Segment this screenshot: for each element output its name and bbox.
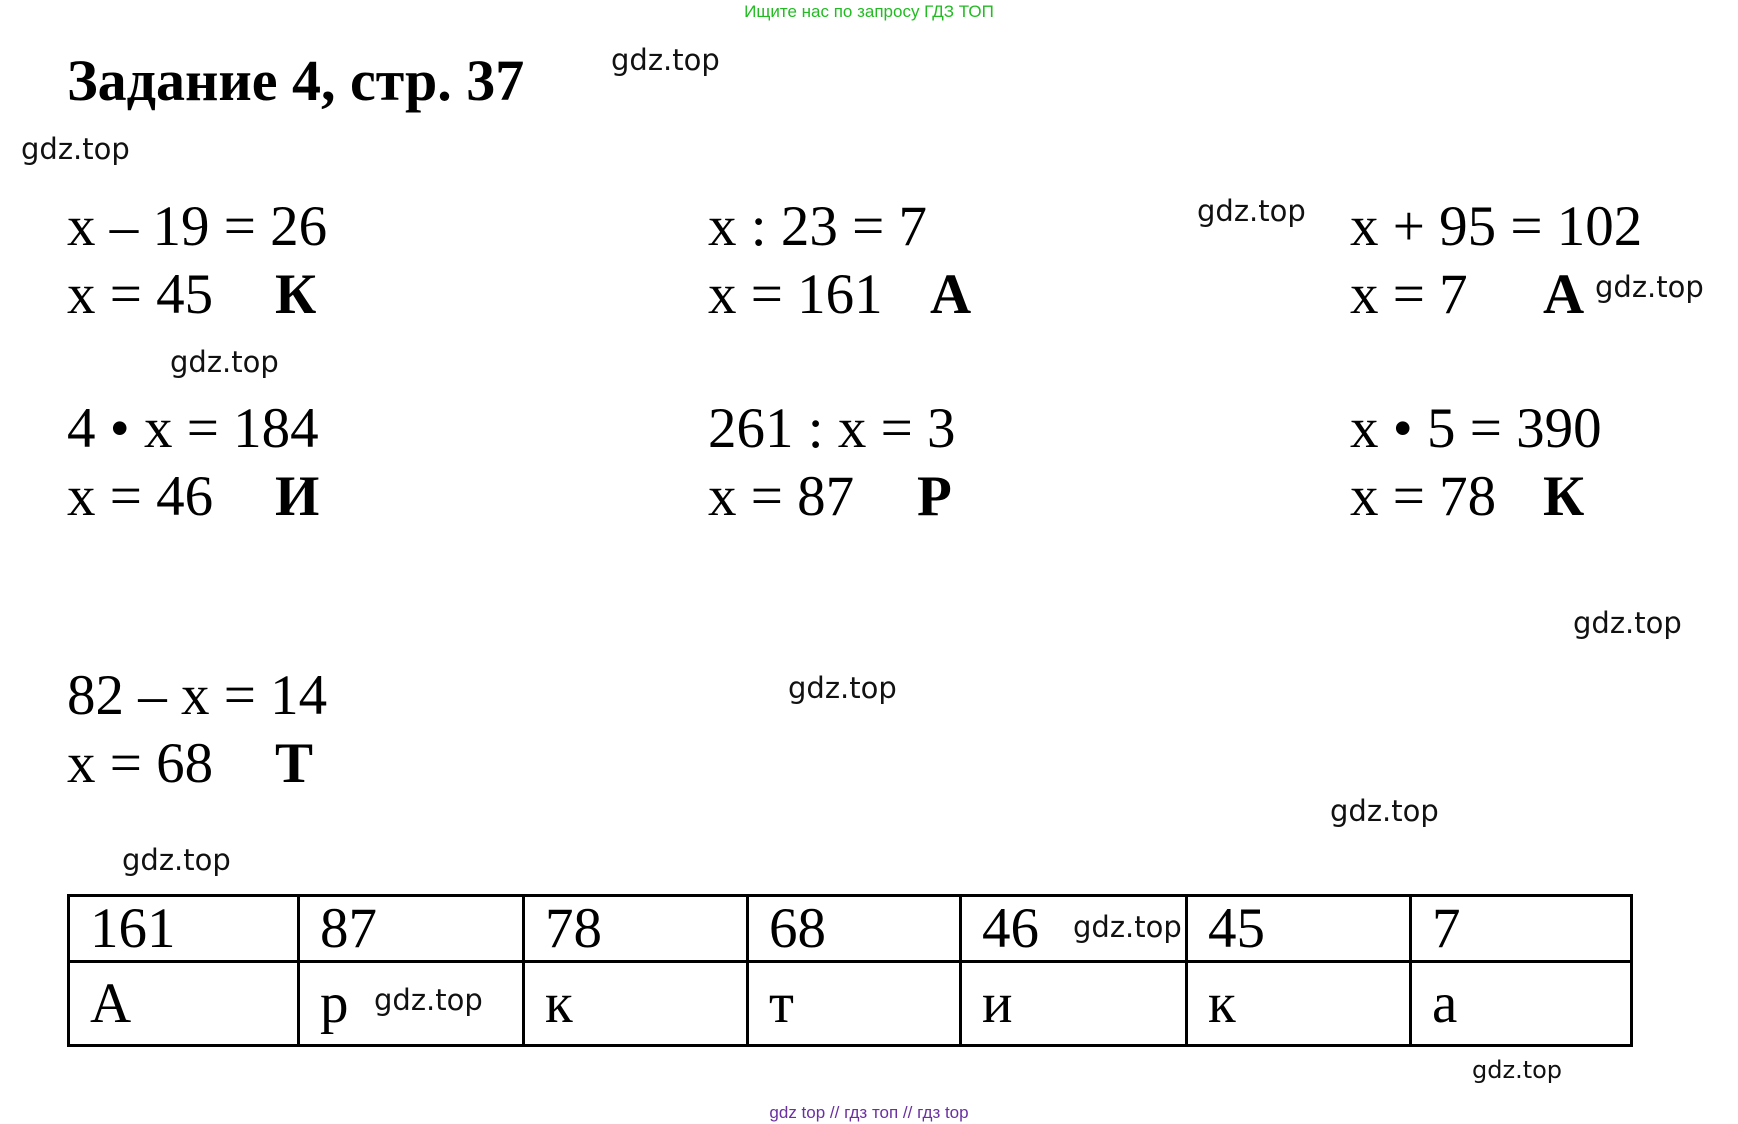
- watermark: gdz.top: [1197, 194, 1306, 228]
- solution: x = 68: [67, 732, 214, 795]
- number-cell: 161: [69, 896, 299, 962]
- watermark: gdz.top: [1573, 606, 1682, 640]
- number-cell: 87: [299, 896, 524, 962]
- watermark: gdz.top: [1330, 794, 1439, 828]
- answer-letter: К: [1543, 465, 1585, 528]
- answer-letter: К: [275, 263, 317, 326]
- equation: 261 : x = 3: [708, 397, 956, 460]
- answer-letter: Р: [917, 465, 952, 528]
- letter-cell: р: [299, 962, 524, 1046]
- solution: x = 161: [708, 263, 883, 326]
- solution: x = 45: [67, 263, 214, 326]
- watermark: gdz.top: [21, 132, 130, 166]
- number-cell: 45: [1187, 896, 1411, 962]
- letter-cell: т: [748, 962, 961, 1046]
- equation: x – 19 = 26: [67, 195, 328, 258]
- page-title: Задание 4, стр. 37: [67, 48, 525, 113]
- equation: x : 23 = 7: [708, 195, 927, 258]
- solution: x = 87: [708, 465, 855, 528]
- number-cell: 46: [961, 896, 1187, 962]
- number-cell: 7: [1411, 896, 1632, 962]
- letter-cell: а: [1411, 962, 1632, 1046]
- watermark: gdz.top: [122, 843, 231, 877]
- letters-row: [69, 962, 1632, 1046]
- answer-letter: А: [1543, 263, 1585, 326]
- watermark: gdz.top: [788, 671, 897, 705]
- equation: 4 • x = 184: [67, 397, 319, 460]
- number-cell: 68: [748, 896, 961, 962]
- watermark: gdz.top: [1472, 1056, 1563, 1084]
- numbers-row: [69, 896, 1632, 962]
- solution: x = 46: [67, 465, 214, 528]
- equation: x • 5 = 390: [1350, 397, 1602, 460]
- equation: 82 – x = 14: [67, 664, 328, 727]
- answer-letter: А: [930, 263, 972, 326]
- watermark: gdz.top: [374, 983, 483, 1017]
- letter-cell: и: [961, 962, 1187, 1046]
- watermark: gdz.top: [170, 345, 279, 379]
- solution: x = 7: [1350, 263, 1468, 326]
- solution: x = 78: [1350, 465, 1497, 528]
- letter-cell: к: [1187, 962, 1411, 1046]
- top-banner: Ищите нас по запросу ГДЗ ТОП: [744, 2, 994, 21]
- watermark: gdz.top: [1073, 910, 1182, 944]
- answer-table: [67, 894, 1633, 1047]
- answer-letter: И: [275, 465, 320, 528]
- answer-letter: Т: [275, 732, 314, 795]
- letter-cell: к: [524, 962, 748, 1046]
- number-cell: 78: [524, 896, 748, 962]
- equation: x + 95 = 102: [1350, 195, 1643, 258]
- watermark: gdz.top: [611, 43, 720, 77]
- footer-links: gdz top // гдз топ // гдз top: [769, 1103, 969, 1122]
- watermark: gdz.top: [1595, 270, 1704, 304]
- letter-cell: А: [69, 962, 299, 1046]
